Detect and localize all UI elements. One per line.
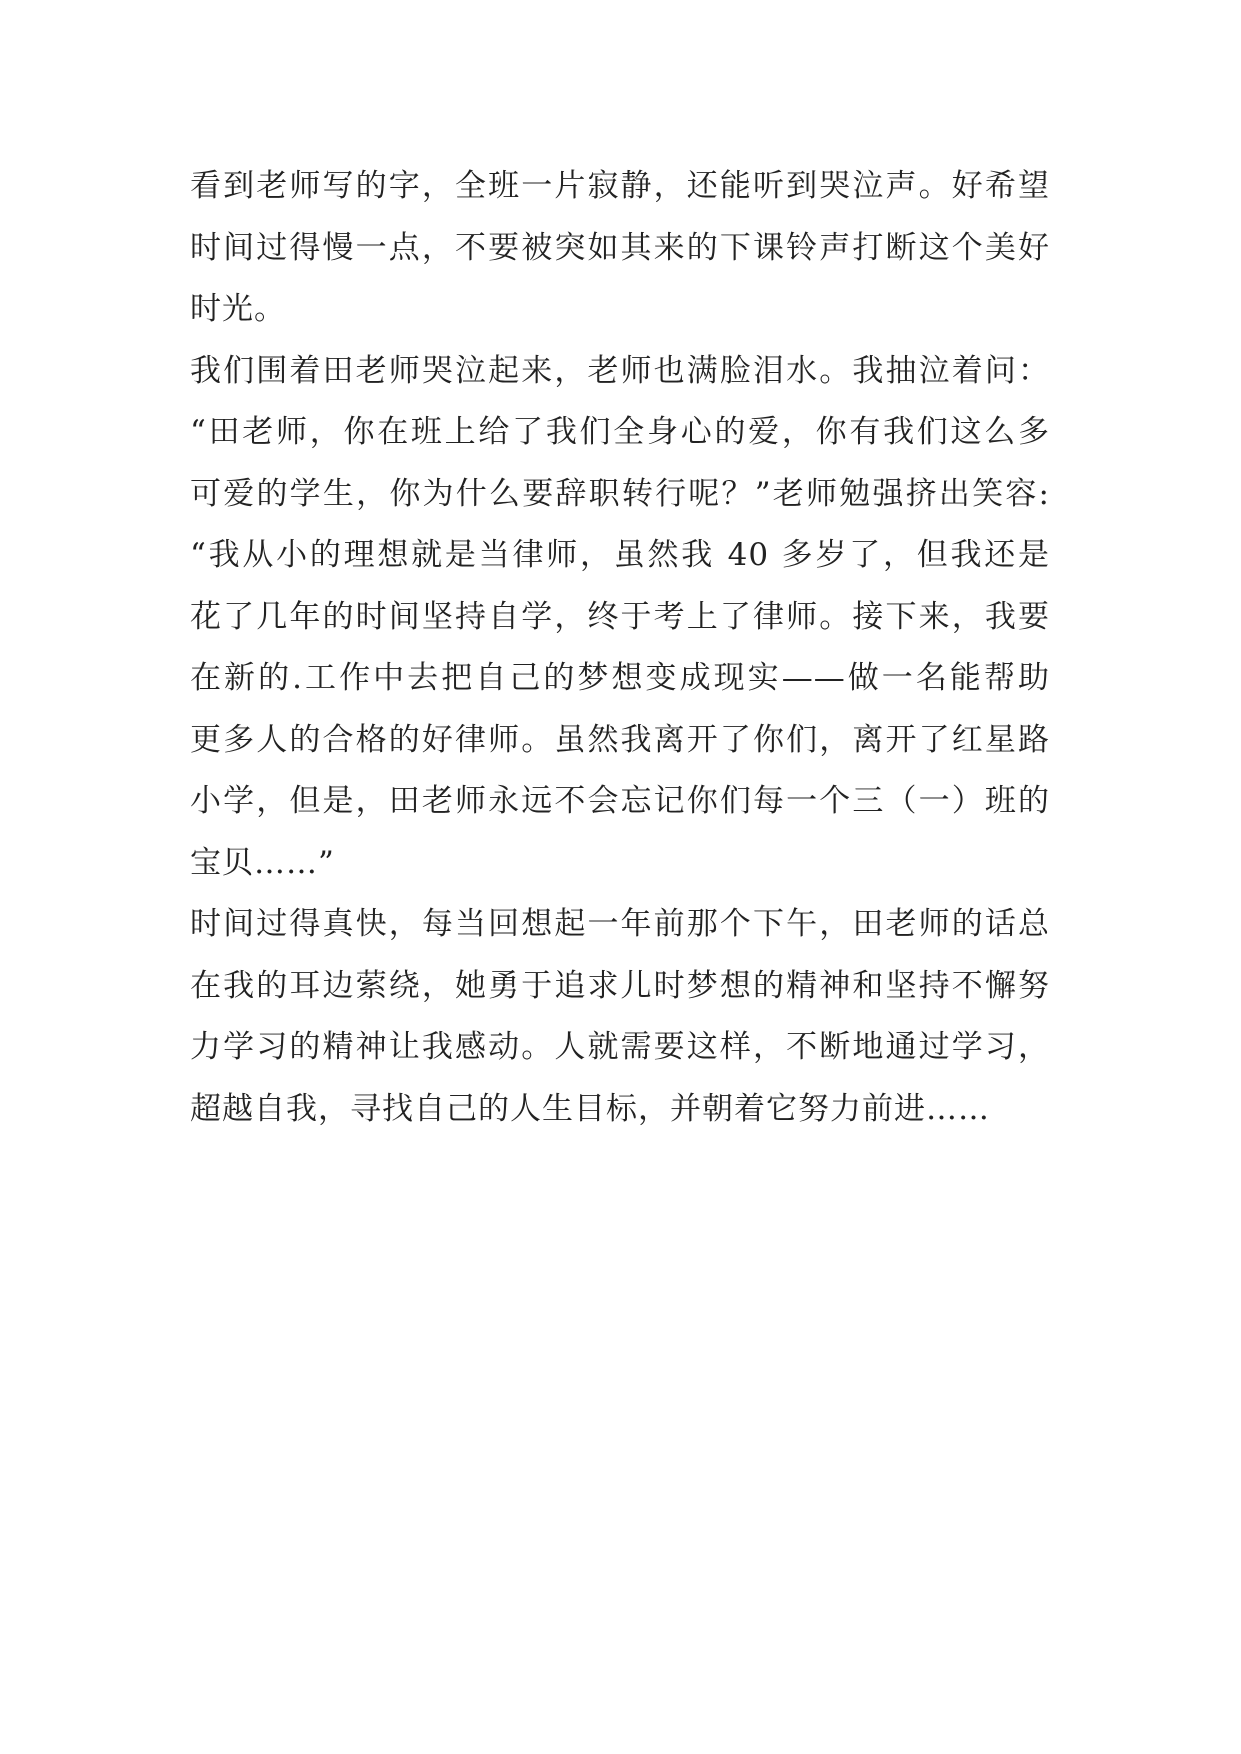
paragraph [190,341,1050,895]
text-line: 宝贝……” [190,844,335,881]
text-line: 超越自我，寻找自己的人生目标，并朝着它努力前进…… [190,1090,990,1127]
text-line: 力学习的精神让我感动。人就需要这样，不断地通过学习， [190,1029,1050,1065]
text-line: “我从小的理想就是当律师，虽然我 40 多岁了，但我还是 [190,537,1050,573]
text-line: 我们围着田老师哭泣起来，老师也满脸泪水。我抽泣着问： [190,352,1050,389]
text-line: 在新的.工作中去把自己的梦想变成现实——做一名能帮助 [190,660,1050,696]
text-line: 可爱的学生，你为什么要辞职转行呢？”老师勉强挤出笑容: [190,475,1050,512]
text-line: 更多人的合格的好律师。虽然我离开了你们，离开了红星路 [190,721,1050,758]
paragraph [190,894,1050,1140]
text-line: 看到老师写的字，全班一片寂静，还能听到哭泣声。好希望 [190,168,1050,204]
text-line: 时间过得慢一点，不要被突如其来的下课铃声打断这个美好 [190,229,1050,266]
document-body [190,156,1050,1140]
text-line: 时光。 [190,291,286,327]
text-line: 花了几年的时间坚持自学，终于考上了律师。接下来，我要 [190,598,1050,635]
paragraph [190,156,1050,341]
text-line: 时间过得真快，每当回想起一年前那个下午，田老师的话总 [190,906,1050,942]
text-line: 在我的耳边萦绕，她勇于追求儿时梦想的精神和坚持不懈努 [190,967,1050,1004]
text-line: “田老师，你在班上给了我们全身心的爱，你有我们这么多 [190,414,1050,450]
text-line: 小学，但是，田老师永远不会忘记你们每一个三（一）班的 [190,783,1050,819]
